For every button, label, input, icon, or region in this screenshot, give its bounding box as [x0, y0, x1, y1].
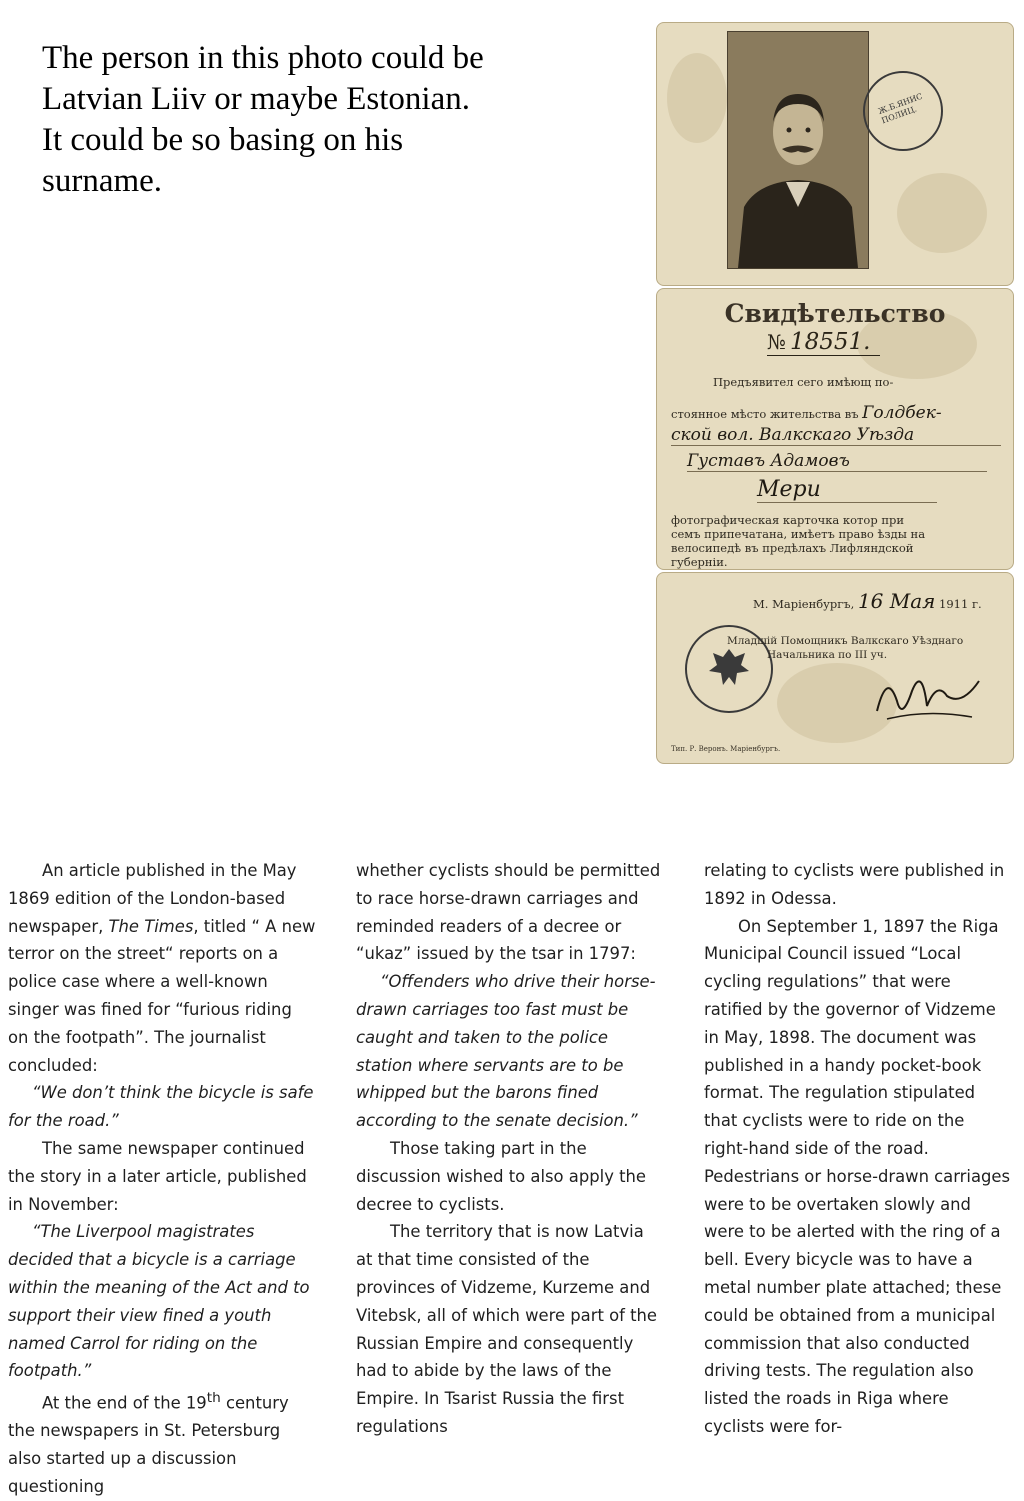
- official-title-line: Начальника по III уч.: [767, 649, 888, 661]
- article-paragraph: relating to cyclists were published in 1892 in Odessa.: [704, 861, 1005, 908]
- article-quote: “The Liverpool magistrates decided that a bicycle is a carriage within the meaning of the Act and to support their view fined a youth named Carrol for riding on the footpath.”: [8, 1222, 310, 1381]
- article-paragraph: On September 1, 1897 the Riga Municipal Council issued “Local cycling regulations” that were ratified by the governor of Vidzeme in May, 1898. The document was published in a handy pocket-book format. The regulation stipulated that cyclists were to ride on the right-hand side of the road. Pedestrians or horse-drawn carriages were to be overtaken slowly and were to be alerted with the ring of a bell. Every bicycle was to have a metal number plate attached; these could be obtained from a municipal commission that also conducted driving tests. The regulation also listed the roads in Riga where cyclists were for-: [704, 916, 1011, 1436]
- certificate-photo-panel: [656, 22, 1014, 286]
- newspaper-name: The Times: [108, 916, 194, 936]
- certificate-title: Свидѣтельство: [724, 299, 946, 328]
- article-quote: “Offenders who drive their horse-drawn carriages too fast must be caught and taken to the police station where servants are to be whipped but the barons fined according to the senate decision.”: [356, 972, 656, 1131]
- caption-line: The person in this photo could be: [42, 40, 484, 76]
- article-quote: “We don’t think the bicycle is safe for the road.”: [8, 1083, 314, 1131]
- handwritten-line: ской вол. Валкскаго Уѣзда: [671, 425, 1001, 446]
- certificate-line: фотографическая карточка котор при: [671, 513, 905, 527]
- photo-caption: [42, 38, 562, 202]
- article-paragraph: At the end of the 19th century the newspapers in St. Petersburg also started up a discussion questioning: [8, 1390, 289, 1496]
- article-paragraph: Those taking part in the discussion wished to also apply the decree to cyclists.: [356, 1138, 646, 1214]
- official-title-line: Младшій Помощникъ Валкскаго Уѣзднаго: [727, 635, 964, 647]
- official-stamp-icon: Ж.Б.ЯНИС ПОЛИЦ.: [863, 71, 943, 151]
- certificate-line: губерніи.: [671, 555, 728, 569]
- article-column-3: [704, 857, 1012, 1441]
- article-column-2: [356, 857, 664, 1441]
- printer-line: Тип. Р. Веронъ. Маріенбургъ.: [671, 745, 781, 753]
- certificate-number: № 18551.: [767, 329, 880, 356]
- article-paragraph: The same newspaper continued the story in a later article, published in November:: [8, 1138, 307, 1214]
- certificate-line: Предъявител сего имѣющ по-: [713, 375, 894, 389]
- handwritten-line: Мери: [757, 477, 937, 503]
- certificate-date-line: М. Маріенбургъ, 16 Мая 1911 г.: [753, 589, 982, 613]
- caption-line: It could be so basing on his: [42, 122, 404, 158]
- certificate-number-value: 18551.: [789, 329, 871, 355]
- handwritten-line: Густавъ Адамовъ: [687, 451, 987, 472]
- article-column-1: [8, 857, 316, 1501]
- certificate-line: стоянное мѣсто жительства въ Голдбек-: [671, 403, 942, 423]
- signature-icon: [867, 661, 987, 731]
- certificate-signature-panel: [656, 572, 1014, 764]
- certificate-line: семъ припечатана, имѣетъ право ѣзды на: [671, 527, 926, 541]
- handwritten-date: 16 Мая: [857, 589, 936, 613]
- handwritten-text: Голдбек-: [862, 403, 942, 423]
- man-portrait-icon: [728, 32, 868, 268]
- bicycle-certificate-scan: [656, 22, 1016, 762]
- article-paragraph: whether cyclists should be permitted to race horse-drawn carriages and reminded readers of a decree or “ukaz” issued by the tsar in 1797:: [356, 861, 661, 964]
- caption-line: Latvian Liiv or maybe Estonian.: [42, 81, 470, 117]
- article-paragraph: The territory that is now Latvia at that time consisted of the provinces of Vidzeme, Kurzeme and Vitebsk, all of which were part of the Russian Empire and consequently had to abide by the laws of the Empire. In Tsarist Russia the first regulations: [356, 1222, 657, 1436]
- caption-line: surname.: [42, 163, 163, 199]
- certificate-line: велосипедѣ въ предѣлахъ Лифляндской: [671, 541, 914, 555]
- article-paragraph: An article published in the May 1869 edition of the London-based newspaper, The Times, titled “ A new terror on the street“ reports on a police case where a well-known singer was fined for “furious riding on the footpath”. The journalist concluded:: [8, 861, 316, 1075]
- portrait-photo: [727, 31, 869, 269]
- certificate-text-panel: [656, 288, 1014, 570]
